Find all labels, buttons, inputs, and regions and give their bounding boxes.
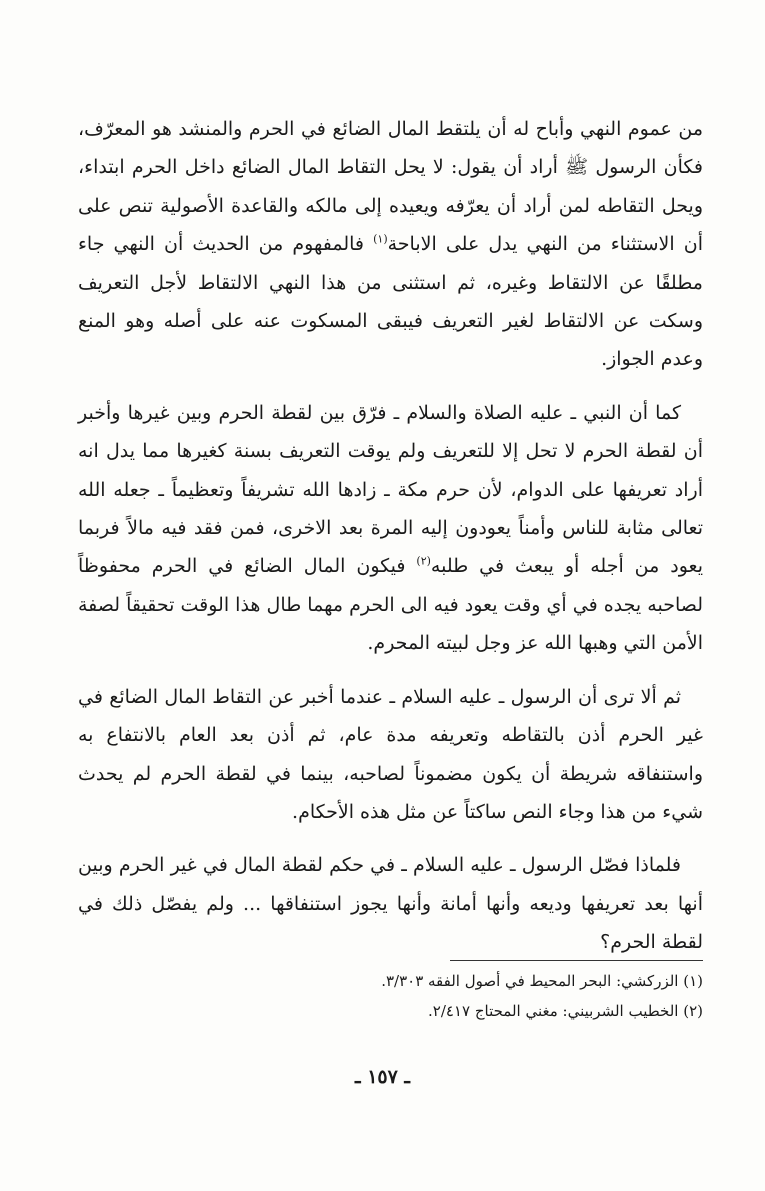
paragraph-2-part-a: كما أن النبي ـ عليه الصلاة والسلام ـ فرّق بين لقطة الحرم وبين غيرها وأخبر أن لقطة الحرم لا تحل إلا للتعريف ولم يوقت التعريف بسنة كغيرها مما يدل انه أراد تعريفها على الدوام، لأن حرم مكة ـ زادها الله تشريفاً وتعظيماً ـ جعله الله تعالى مثابة للناس وأمناً يعودون إليه المرة بعد الاخرى، فمن فقد فيه مالاً فربما يعود من أجله أو يبعث في طلبه — [78, 401, 703, 578]
footnote-1: (١) الزركشي: البحر المحيط في أصول الفقه ٣/٣٠٣. — [381, 972, 703, 990]
main-text — [78, 110, 703, 977]
paragraph-2-part-b: فيكون المال الضائع في الحرم محفوظاً لصاحبه يجده في أي وقت يعود فيه الى الحرم مهما طال هذا الوقت تحقيقاً لصفة الأمن التي وهبها الله عز وجل لبيته المحرم. — [78, 555, 703, 655]
paragraph-1 — [78, 110, 703, 379]
footnote-ref-1[interactable]: (١) — [373, 232, 388, 246]
paragraph-4: فلماذا فصّل الرسول ـ عليه السلام ـ في حكم لقطة المال في غير الحرم وبين أنها بعد تعريفها وديعه وأنها أمانة وأنها يجوز استنفاقها ... ولم يفصّل ذلك في لقطة الحرم؟ — [78, 854, 703, 954]
paragraph-1-part-a: من عموم النهي وأباح له أن يلتقط المال الضائع في الحرم والمنشد هو المعرّف، فكأن الرسول ﷺ أراد أن يقول: لا يحل التقاط المال الضائع داخل الحرم ابتداء، ويحل التقاطه لمن أراد أن يعرّفه ويعيده إلى مالكه والقاعدة الأصولية تنص على أن الاستثناء من النهي يدل على الاباحة — [78, 118, 703, 256]
footnote-2: (٢) الخطيب الشربيني: مغني المحتاج ٢/٤١٧. — [427, 1002, 703, 1020]
footnote-separator — [450, 960, 703, 961]
footnote-ref-2[interactable]: (٢) — [416, 555, 431, 569]
paragraph-3: ثم ألا ترى أن الرسول ـ عليه السلام ـ عندما أخبر عن التقاط المال الضائع في غير الحرم أذن بالتقاطه وتعريفه مدة عام، ثم أذن بعد العام بالانتفاع به واستنفاقه شريطة أن يكون مضموناً لصاحبه، بينما في لقطة الحرم لم يحدث شيء من هذا وجاء النص ساكتاً عن مثل هذه الأحكام. — [78, 685, 703, 823]
page-number: ـ ١٥٧ ـ — [355, 1066, 410, 1088]
paragraph-1-part-b: فالمفهوم من الحديث أن النهي جاء مطلقًا عن الالتقاط وغيره، ثم استثنى من هذا النهي الالتقاط لأجل التعريف وسكت عن الالتقاط لغير التعريف فيبقى المسكوت عنه على أصله وهو المنع وعدم الجواز. — [78, 233, 703, 371]
paragraph-2 — [78, 394, 703, 663]
footnotes — [78, 966, 703, 1026]
